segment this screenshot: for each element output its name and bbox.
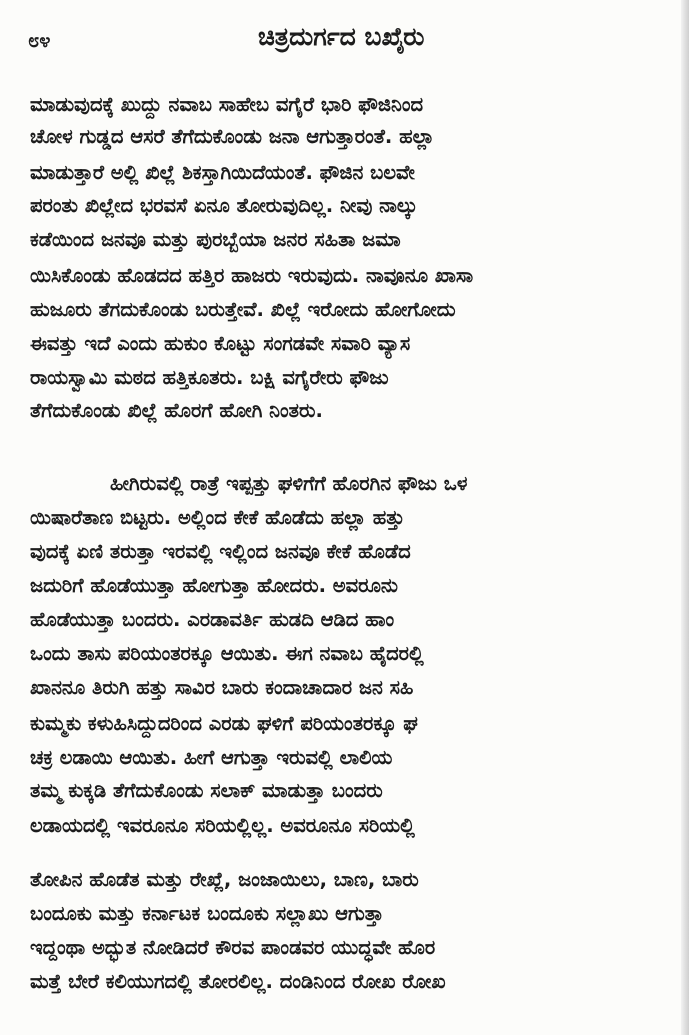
text-line: ವುದಕ್ಕೆ ಏಣಿ ತರುತ್ತಾ ಇರವಲ್ಲಿ ಇಲ್ಲಿಂದ ಜನವೂ ಕೇಕೆ ಹೊಡೆದ (30, 540, 411, 563)
text-line: ಪರಂತು ಖಿಲ್ಲೇದ ಭರವಸೆ ಏನೂ ತೋರುವುದಿಲ್ಲ. ನೀವು ನಾಲ್ಕು (30, 194, 418, 217)
text-line: ಕಡೆಯಿಂದ ಜನವೂ ಮತ್ತು ಪುರಬ್ಬೆಯಾ ಜನರ ಸಹಿತಾ ಜಮಾ (30, 228, 401, 251)
text-line: ಒಂದು ತಾಸು ಪರಿಯಂತರಕ್ಕೂ ಆಯಿತು. ಈಗ ನವಾಬ ಹೈದರಲ್ಲಿ (30, 642, 424, 665)
text-line: ಖಾನನೂ ತಿರುಗಿ ಹತ್ತು ಸಾವಿರ ಬಾರು ಕಂದಾಚಾದಾರ ಜನ ಸಹಿ (30, 676, 414, 699)
text-line: ಬಂದೂಕು ಮತ್ತು ಕರ್ನಾಟಕ ಬಂದೂಕು ಸಲ್ಲಾಖು ಆಗುತ್ತಾ (30, 902, 384, 925)
text-line: ಮಾಡುತ್ತಾರೆ ಅಲ್ಲಿ ಖಿಲ್ಲೆ ಶಿಕಸ್ತಾಗಿಯಿದೆಯಂತೆ. ಫೌಜಿನ ಬಲವೇ (30, 161, 415, 184)
text-line: ಕುಮ್ಮಕು ಕಳುಹಿಸಿದ್ದುದರಿಂದ ಎರಡು ಘಳಿಗೆ ಪರಿಯಂತರಕ್ಕೂ ಘ (30, 712, 418, 735)
text-line: ಮಾಡುವುದಕ್ಕೆ ಖುದ್ದು ನವಾಬ ಸಾಹೇಬ ವಗೈರೆ ಭಾರಿ ಫೌಜಿನಿಂದ (30, 93, 424, 116)
text-line: ಚೋಳ ಗುಡ್ಡದ ಆಸರೆ ತೆಗೆದುಕೊಂಡು ಜನಾ ಆಗುತ್ತಾರಂತೆ. ಹಲ್ಲಾ (30, 125, 435, 148)
text-line: ಈವತ್ತು ಇದೆ ಎಂದು ಹುಕುಂ ಕೊಟ್ಟು ಸಂಗಡವೇ ಸವಾರಿ ವ್ಯಾಸ (30, 332, 411, 355)
page-number: ೮೪ (28, 28, 51, 52)
text-line: ತಮ್ಮ ಕುಕ್ಕಡಿ ತೆಗೆದುಕೊಂಡು ಸಲಾಕ್ ಮಾಡುತ್ತಾ ಬಂದರು (30, 779, 383, 802)
running-title: ಚಿತ್ರದುರ್ಗದ ಬಖೈರು (258, 22, 425, 51)
text-line: ಜದುರಿಗೆ ಹೊಡೆಯುತ್ತಾ ಹೋಗುತ್ತಾ ಹೋದರು. ಅವರೂನು (30, 574, 398, 597)
text-line: ಯಿಷಾರೆತಾಣ ಬಿಟ್ಟರು. ಅಲ್ಲಿಂದ ಕೇಕೆ ಹೊಡೆದು ಹಲ್ಲಾ ಹತ್ತು (30, 506, 405, 529)
text-line: ಲಡಾಯದಲ್ಲಿ ಇವರೂನೂ ಸರಿಯಲ್ಲಿಲ್ಲ. ಅವರೂನೂ ಸರಿಯಲ್ಲಿ (30, 814, 415, 837)
text-line: ಚಕ್ರ ಲಡಾಯಿ ಆಯಿತು. ಹೀಗೆ ಆಗುತ್ತಾ ಇರುವಲ್ಲಿ ಲಾಲಿಯ (30, 746, 393, 769)
text-line: ಹೀಗಿರುವಲ್ಲಿ ರಾತ್ರೆ ಇಪ್ಪತ್ತು ಘಳಿಗೆಗೆ ಹೊರಗಿನ ಫೌಜು ಒಳ (110, 472, 468, 495)
text-line: ತೋಪಿನ ಹೊಡೆತ ಮತ್ತು ರೇಖ್ಲೆ, ಜಂಜಾಯಿಲು, ಬಾಣ, ಬಾರು (30, 868, 419, 891)
text-line: ರಾಯಸ್ವಾಮಿ ಮಠದ ಹತ್ತಿಕೂತರು. ಬಕ್ಷಿ ವಗೈರೇರು ಫೌಜು (30, 366, 389, 389)
text-line: ಹೊಡೆಯುತ್ತಾ ಬಂದರು. ಎರಡಾವರ್ತಿ ಹುಡದಿ ಆಡಿದ ಹಾಂ (30, 608, 395, 631)
text-line: ಯಿಸಿಕೊಂಡು ಹೊಡದದ ಹತ್ತಿರ ಹಾಜರು ಇರುವುದು. ನಾವೂನೂ ಖಾಸಾ (30, 264, 474, 287)
text-line: ಮತ್ತೆ ಬೇರೆ ಕಲಿಯುಗದಲ್ಲಿ ತೋರಲಿಲ್ಲ. ದಂಡಿನಿಂದ ರೋಖ ರೋಖ (30, 970, 446, 993)
page-header (0, 22, 689, 62)
text-line: ಹುಜೂರು ತೆಗದುಕೊಂಡು ಬರುತ್ತೇವೆ. ಖಿಲ್ಲೆ ಇರೋದು ಹೋಗೋದು (30, 298, 456, 321)
text-line: ತೆಗೆದುಕೊಂಡು ಖಿಲ್ಲೆ ಹೊರಗೆ ಹೋಗಿ ನಿಂತರು. (30, 399, 323, 422)
page-edge-shadow (681, 0, 689, 1035)
text-line: ಇದ್ದಂಥಾ ಅದ್ಭುತ ನೋಡಿದರೆ ಕೌರವ ಪಾಂಡವರ ಯುದ್ಧವೇ ಹೊರ (30, 936, 436, 959)
